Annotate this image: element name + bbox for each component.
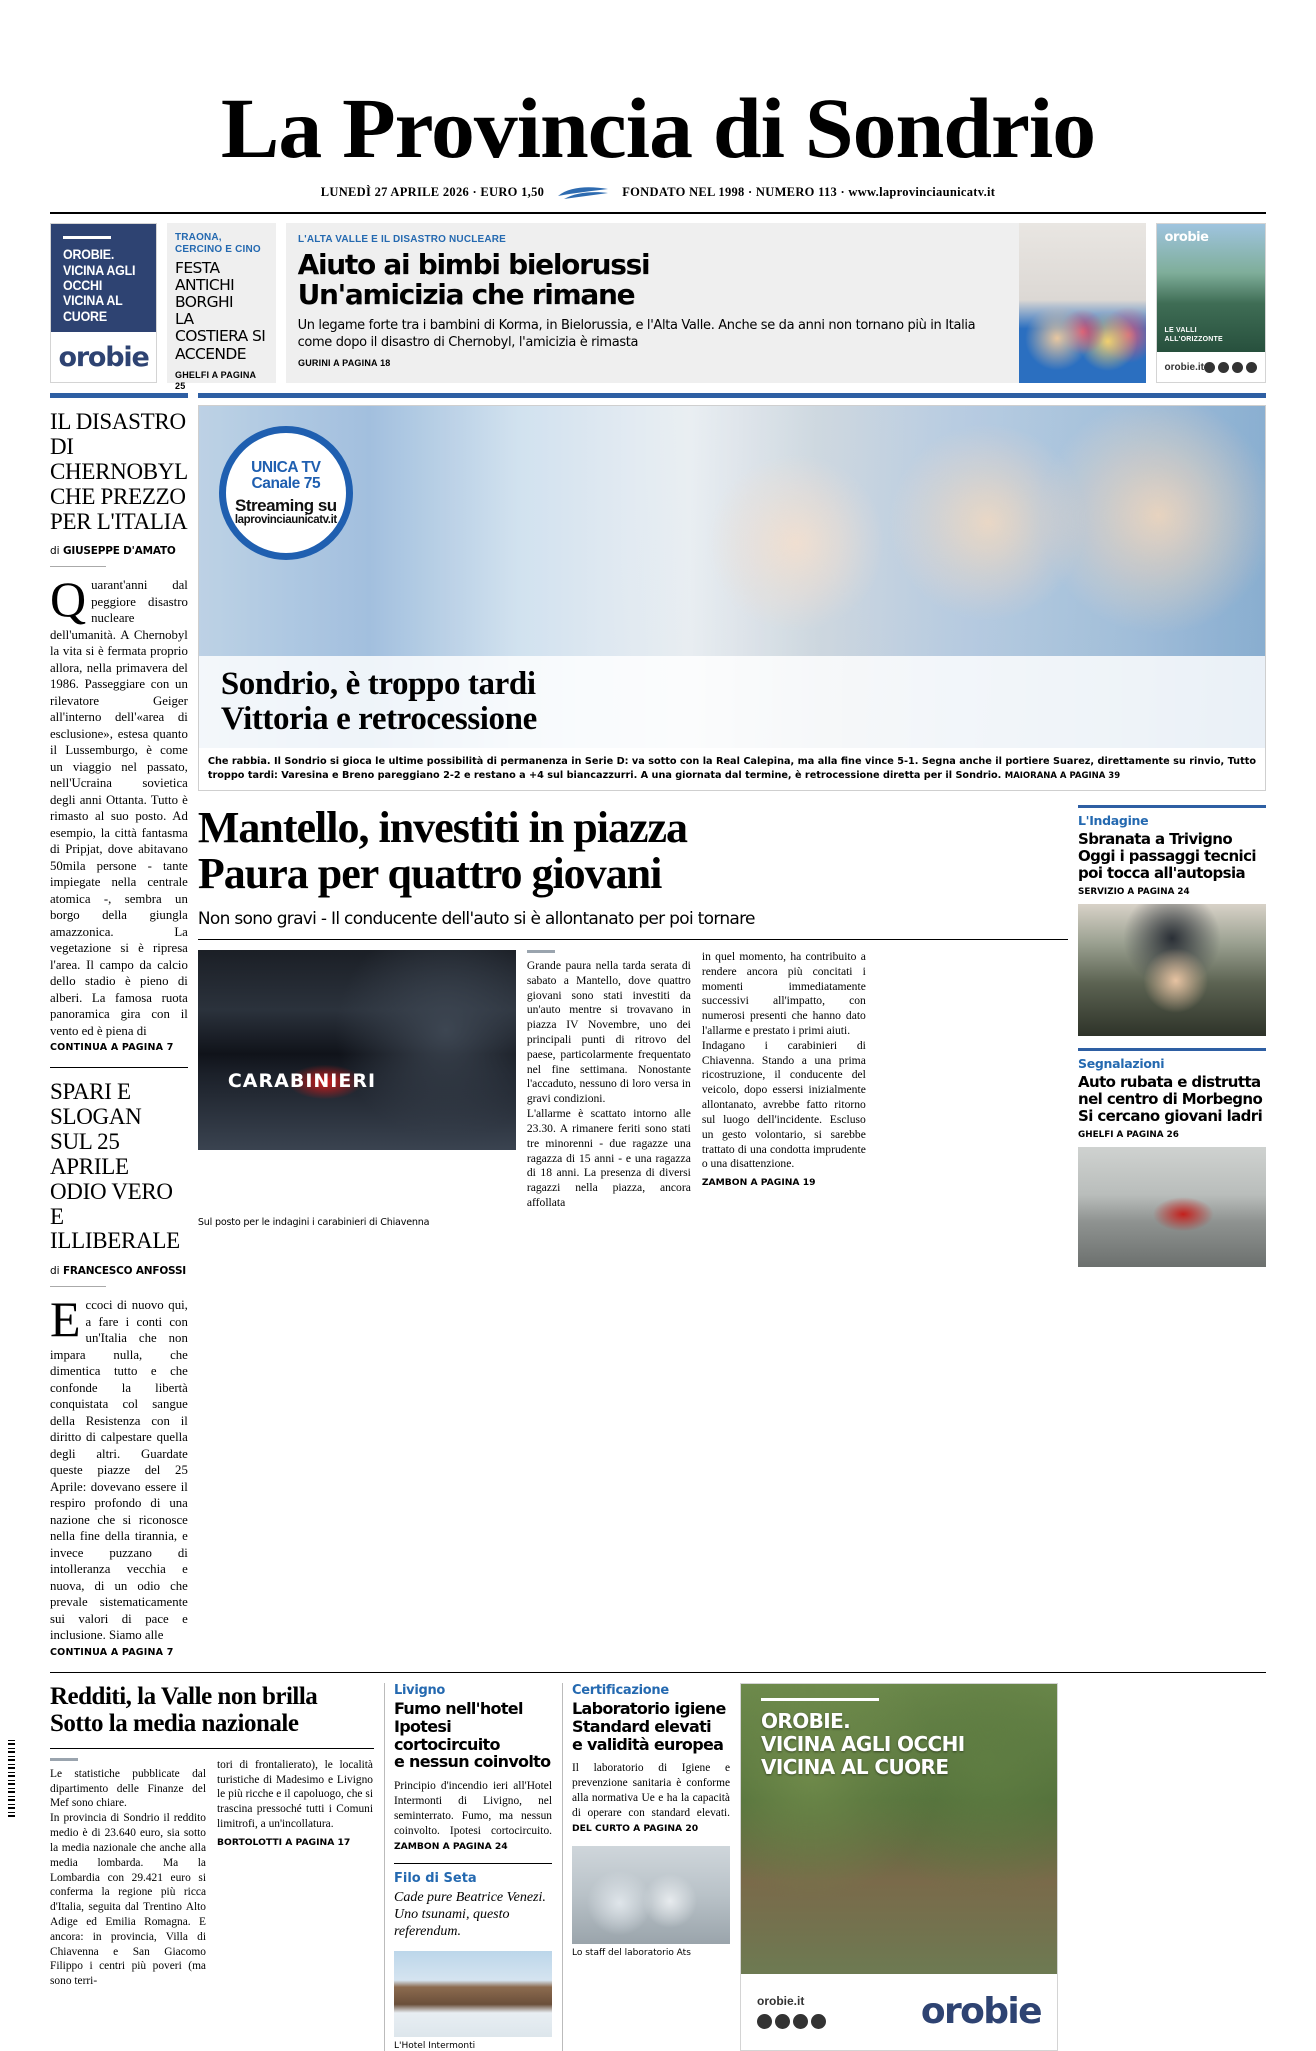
- livigno-story[interactable]: [384, 1683, 552, 2051]
- editorial-column: [50, 393, 188, 1657]
- redditi-story[interactable]: [50, 1683, 374, 2051]
- sport-lead-story[interactable]: [198, 405, 1266, 791]
- teaser-bielorussi-photo: [1019, 223, 1145, 383]
- certificazione-body: Il laboratorio di Igiene e prevenzione sanitaria è conforme alla normativa Ue e ha la capacità di operare con standard elevati. DEL CURTO A PAGINA 20: [572, 1762, 730, 1834]
- ad-line-1: OROBIE.: [63, 247, 115, 263]
- editorial-2-body: Eccoci di nuovo qui, a fare i conti con un'Italia che non impara nulla, che dimentica tutto e che confonde la libertà conquistata col sangue della Resistenza con il diritto di calpestare quella degli altri. Guardate queste piazze del 25 Aprile: dovevano essere il respiro profondo di una nazione che si riconosce nella fine della tirannia, e invece puzzano di intolleranza vecchia e nuova, di un odio che prevale sistematicamente sui valori di pace e inclusione. Siamo alle: [50, 1291, 188, 1643]
- right-column: [1078, 805, 1266, 1267]
- editorial-2-title: SPARI E SLOGAN SUL 25 APRILE ODIO VERO E ILLIBERALE: [50, 1079, 180, 1254]
- wave-logo-icon: [556, 184, 610, 200]
- ad-orobie-bottom-footer: [741, 1974, 1057, 2050]
- youtube-icon[interactable]: [811, 2014, 826, 2029]
- ad-orobie-right-caption: LE VALLI ALL'ORIZZONTE: [1164, 327, 1223, 343]
- ad-orobie-bottom-photo: [741, 1684, 1057, 1974]
- segnalazioni-photo: [1078, 1147, 1266, 1267]
- certificazione-ref[interactable]: DEL CURTO A PAGINA 20: [572, 1822, 699, 1834]
- bottom-ad-line-3: VICINA AL CUORE: [761, 1754, 949, 1779]
- sport-headline-overlay: [199, 656, 1265, 748]
- certificazione-headline: Laboratorio igiene Standard elevati e validità europea: [572, 1698, 726, 1754]
- ad-orobie-right[interactable]: [1156, 223, 1266, 383]
- col-rule: [50, 1758, 78, 1761]
- mantello-col-1: [527, 950, 691, 1211]
- indagine-headline: Sbranata a Trivigno Oggi i passaggi tecnici poi tocca all'autopsia: [1078, 830, 1256, 883]
- segnalazioni-ref[interactable]: GHELFI A PAGINA 26: [1078, 1129, 1179, 1140]
- editorial-1-dropcap: Q: [50, 571, 87, 628]
- masthead-title: La Provincia di Sondrio: [220, 80, 1096, 176]
- livigno-kicker: Livigno: [394, 1682, 446, 1698]
- certificazione-photo-caption: Lo staff del laboratorio Ats: [572, 1947, 691, 1958]
- mantello-row: [198, 805, 1266, 1267]
- sport-photo: [199, 406, 1265, 748]
- ad-orobie-bottom[interactable]: [740, 1683, 1058, 2051]
- teaser-bielorussi-ref: GURINI A PAGINA 18: [297, 357, 391, 369]
- top-teaser-strip: [50, 223, 1266, 392]
- certificazione-story[interactable]: [562, 1683, 730, 2051]
- youtube-icon[interactable]: [1246, 362, 1257, 373]
- indagine-kicker: L'Indagine: [1078, 805, 1266, 828]
- ad-rule: [761, 1698, 879, 1701]
- certificazione-kicker: Certificazione: [572, 1682, 669, 1698]
- editorial-1-byline: di GIUSEPPE D'AMATO: [50, 545, 176, 558]
- founded-info: FONDATO NEL 1998 · NUMERO 113 · www.laprovinciaunicatv.it: [622, 184, 996, 199]
- tv-badge-line-3: Streaming su: [235, 495, 337, 515]
- mantello-photo: [198, 950, 516, 1150]
- tv-badge-line-2: Canale 75: [251, 475, 321, 493]
- editorial-1-body: Quarant'anni dal peggiore disastro nucleare dell'umanità. A Chernobyl la vita si è fermata proprio allora, nella primavera del 1986. Passeggiare con un rilevatore Geiger all'interno dell'«area di esclusione», estesa quanto il Lussemburgo, è come un viaggio nel passato, nell'Ucraina sovietica degli anni Ottanta. Tutto è rimasto al suo posto. Ad esempio, la città fantasma di Pripjat, dove abitavano 50mila persone - tante impiegate nella centrale atomica -, sembra un borgo della giungla amazzonica. La vegetazione si è ripresa l'area. Il campo da calcio dello stadio è pieno di alberi. La famosa ruota panoramica gira con il vento ed è piena di: [50, 571, 188, 1038]
- redditi-ref[interactable]: BORTOLOTTI A PAGINA 17: [217, 1836, 351, 1848]
- teaser-bielorussi-title-2: Un'amicizia che rimane: [297, 278, 635, 312]
- segnalazioni-headline: Auto rubata e distrutta nel centro di Morbegno Si cercano giovani ladri: [1078, 1073, 1263, 1126]
- facebook-icon[interactable]: [757, 2014, 772, 2029]
- redditi-col-1: [50, 1758, 206, 1989]
- teaser-traona-kicker: TRAONA, CERCINO E CINO: [175, 231, 261, 256]
- unica-tv-badge[interactable]: [219, 426, 353, 560]
- editorial-1-separator: [50, 566, 106, 567]
- mantello-col-2: [702, 950, 866, 1211]
- teaser-traona-ref: GHELFI A PAGINA 25: [175, 369, 256, 392]
- twitter-icon[interactable]: [1232, 362, 1243, 373]
- teaser-traona-head-1: FESTA ANTICHI BORGHI: [175, 259, 235, 312]
- bottom-section: [50, 1672, 1266, 2051]
- social-icons[interactable]: [1204, 362, 1257, 373]
- ad-line-3: VICINA AL CUORE: [63, 293, 123, 324]
- sport-headline-1: Sondrio, è troppo tardi: [220, 665, 536, 702]
- redditi-col-2: [217, 1758, 373, 1989]
- redditi-col-2-text: tori di frontalierato), le località turistiche di Madesimo e Livigno le più ricche e il capoluogo, che si trascina pressoché tutti i Comuni limitrofi, a un'incollatura.: [217, 1758, 373, 1831]
- carabinieri-label: CARABINIERI: [227, 1069, 377, 1092]
- ad-orobie-right-footer: [1157, 352, 1265, 382]
- editorial-1-title: IL DISASTRO DI CHERNOBYL CHE PREZZO PER L'ITALIA: [50, 409, 188, 534]
- livigno-body: Principio d'incendio ieri all'Hotel Intermonti di Livigno, nel seminterrato. Fumo, ma nessun coinvolto. Ipotesi cortocircuito. ZAMBON A PAGINA 24: [394, 1780, 552, 1852]
- orobie-badge: orobie: [1164, 230, 1209, 246]
- teaser-bielorussi[interactable]: [286, 223, 1146, 383]
- mantello-photo-caption: Sul posto per le indagini i carabinieri di Chiavenna: [197, 1216, 430, 1228]
- editorial-2-byline: di FRANCESCO ANFOSSI: [50, 1265, 187, 1278]
- ad-orobie-right-photo: [1157, 224, 1265, 352]
- mantello-subhead: Non sono gravi - Il conducente dell'auto si è allontanato per poi tornare: [198, 909, 1068, 940]
- twitter-icon[interactable]: [793, 2014, 808, 2029]
- mantello-columns: [198, 950, 1068, 1211]
- certificazione-photo: [572, 1846, 730, 1944]
- mantello-headline: Mantello, investiti in piazza Paura per quattro giovani: [197, 803, 688, 899]
- segnalazioni-kicker: Segnalazioni: [1078, 1048, 1266, 1071]
- editorial-2-continua[interactable]: CONTINUA A PAGINA 7: [50, 1646, 174, 1658]
- sport-caption-ref: MAIORANA A PAGINA 39: [1004, 770, 1121, 781]
- center-column: [198, 393, 1266, 1657]
- teaser-bielorussi-sub: Un legame forte tra i bambini di Korma, in Bielorussia, e l'Alta Valle. Anche se da anni non tornano più in Italia come dopo il disastro di Chernobyl, l'amicizia è rimasta: [297, 318, 976, 350]
- ad-orobie-top-panel: [51, 224, 156, 332]
- col-rule: [527, 950, 555, 953]
- filo-text: Cade pure Beatrice Venezi. Uno tsunami, questo referendum.: [394, 1890, 546, 1940]
- masthead: [50, 0, 1266, 214]
- ad-rule: [63, 236, 111, 239]
- redditi-col-1-text: Le statistiche pubblicate dal dipartimento delle Finanze del Mef sono chiare. In provincia di Sondrio il reddito medio è di 23.640 euro, sia sotto la media nazionale che anche alla media lombarda. Ma la Lombardia con 29.421 euro si conferma la regione più ricca d'Italia, seguita dal Trentino Alto Adige ed Emilia Romagna. E ancora: in provincia, Villa di Chiavenna e San Giacomo Filippo i centri più poveri (ma sono terri-: [50, 1767, 206, 1988]
- editorial-2-separator: [50, 1286, 106, 1287]
- sport-rule: [198, 393, 1266, 398]
- sport-headline-2: Vittoria e retrocessione: [220, 701, 537, 738]
- masthead-rule: [50, 212, 1266, 214]
- ad-orobie-top[interactable]: [50, 223, 157, 383]
- indagine-photo: [1078, 904, 1266, 1036]
- livigno-photo-caption: L'Hotel Intermonti: [394, 2040, 476, 2051]
- social-icons-bottom[interactable]: [757, 2014, 826, 2029]
- mantello-ref[interactable]: ZAMBON A PAGINA 19: [701, 1177, 816, 1189]
- editorial-divider: [50, 1067, 188, 1068]
- instagram-icon[interactable]: [775, 2014, 790, 2029]
- masthead-info: [50, 184, 1266, 200]
- livigno-ref[interactable]: ZAMBON A PAGINA 24: [394, 1840, 508, 1852]
- teaser-traona-head-2: LA COSTIERA SI ACCENDE: [175, 310, 266, 363]
- teaser-traona[interactable]: [167, 223, 276, 392]
- ad-line-2: VICINA AGLI OCCHI: [63, 262, 136, 294]
- indagine-story[interactable]: [1078, 805, 1266, 1036]
- tv-badge-line-4: laprovinciaunicatv.it: [234, 514, 337, 527]
- livigno-photo: [394, 1951, 552, 2037]
- indagine-ref[interactable]: SERVIZIO A PAGINA 24: [1078, 887, 1190, 898]
- bottom-ad-line-1: OROBIE.: [761, 1708, 851, 1733]
- teaser-bielorussi-kicker: L'ALTA VALLE E IL DISASTRO NUCLEARE: [297, 233, 506, 246]
- orobie-site-bottom[interactable]: orobie.it: [757, 1994, 805, 2009]
- editorial-2-dropcap: E: [50, 1291, 81, 1348]
- sport-caption: Che rabbia. Il Sondrio si gioca le ultime possibilità di permanenza in Serie D: va sotto con la Real Calepina, ma alla fine vince 5-1. Segna anche il portiere Suarez, direttamente su rinvio, Tutto troppo tardi: Varesina e Breno pareggiano 2-2 e restano a +4 sul biancazzurri. A una giornata dal termine, è retrocessione diretta per il Sondrio. MAIORANA A PAGINA 39: [207, 756, 1256, 781]
- filo-di-seta[interactable]: [394, 1863, 552, 1940]
- mantello-col-1-text: Grande paura nella tarda serata di sabato a Mantello, dove quattro giovani sono stati investiti da un'auto mentre si trovavano in piazza IV Novembre, uno dei principali punti di ritrovo del paese, particolarmente frequentato nel fine settimana. Nonostante l'accaduto, nessuno di loro versa in gravi condizioni. L'allarme è scattato intorno alle 23.30. A rimanere feriti sono stati tre minorenni - due ragazze una ragazza di 15 anni - e una ragazza di 18 anni. La presenza di diversi ragazzi nella piazza, ancora affollata: [526, 958, 691, 1210]
- main-grid: [50, 393, 1266, 1657]
- mantello-story[interactable]: [198, 805, 1068, 1267]
- livigno-headline: Fumo nell'hotel Ipotesi cortocircuito e nessun coinvolto: [394, 1698, 551, 1772]
- orobie-logo: orobie: [58, 341, 149, 373]
- teaser-bielorussi-title-1: Aiuto ai bimbi bielorussi: [297, 248, 650, 282]
- facebook-icon[interactable]: [1204, 362, 1215, 373]
- tv-badge-line-1: UNICA TV: [251, 459, 321, 477]
- instagram-icon[interactable]: [1218, 362, 1229, 373]
- barcode-icon: [8, 1739, 15, 1817]
- mantello-col-2-text: in quel momento, ha contribuito a rendere ancora più concitati i momenti immediatamente successivi all'impatto, con numerosi presenti che hanno dato l'allarme e prestato i primi aiuti. Indagano i carabinieri di Chiavenna. Stando a una prima ricostruzione, il conducente del veicolo, dopo essersi inizialmente allontanato, avrebbe fatto ritorno sul luogo dell'incidente. Escluso un gesto volontario, si sarebbe trattato di una condotta imprudente o una disattenzione.: [701, 949, 866, 1171]
- editorial-rule-1: [50, 393, 188, 398]
- bottom-ad-line-2: VICINA AGLI OCCHI: [761, 1731, 965, 1756]
- ad-orobie-logo-panel: [51, 332, 156, 382]
- orobie-site[interactable]: orobie.it: [1164, 361, 1204, 373]
- filo-kicker: Filo di Seta: [394, 1871, 477, 1887]
- segnalazioni-story[interactable]: [1078, 1048, 1266, 1267]
- issue-date: LUNEDÌ 27 APRILE 2026 · EURO 1,50: [320, 184, 545, 199]
- redditi-headline: Redditi, la Valle non brilla Sotto la media nazionale: [50, 1683, 374, 1749]
- editorial-1-continua[interactable]: CONTINUA A PAGINA 7: [50, 1042, 174, 1054]
- orobie-logo-bottom: orobie: [920, 1991, 1041, 2033]
